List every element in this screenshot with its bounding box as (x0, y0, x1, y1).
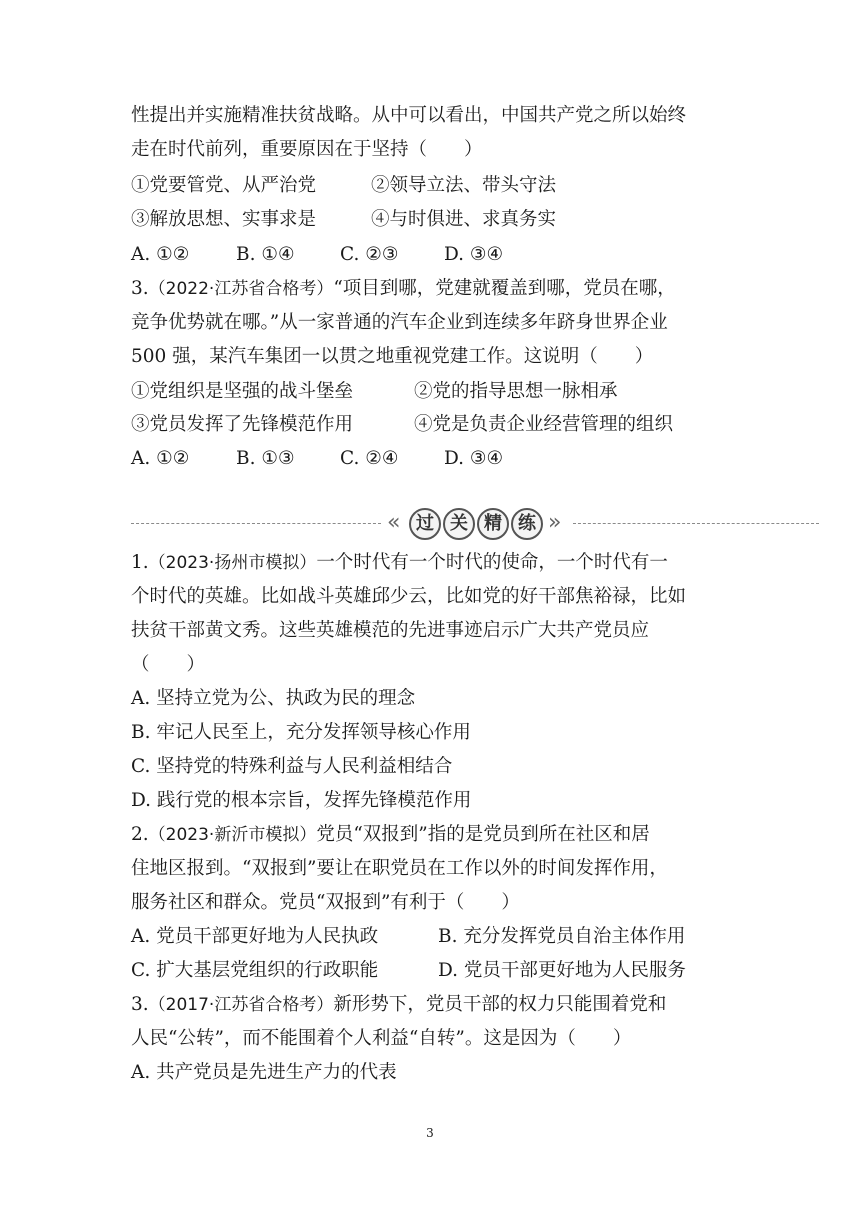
p2-choices-row-2 (131, 959, 686, 983)
p1-choice-c: C. 坚持党的特殊利益与人民利益相结合 (131, 756, 453, 777)
p1-stem-line-2: 个时代的英雄。比如战斗英雄邱少云，比如党的好干部焦裕禄，比如 (131, 586, 687, 607)
p3-stem-line-2: 人民“公转”，而不能围着个人利益“自转”。这是因为（ ） (131, 1028, 632, 1049)
p2-choices-row-1 (131, 925, 685, 949)
p1-choice-b: B. 牢记人民至上，充分发挥领导核心作用 (131, 722, 471, 743)
p1-choice-d: D. 践行党的根本宗旨，发挥先锋模范作用 (131, 790, 472, 811)
p3-number: 3. (131, 994, 149, 1015)
q2-stem-line-2: 走在时代前列，重要原因在于坚持（ ） (131, 139, 483, 160)
p1-stem-line-3: 扶贫干部黄文秀。这些英雄模范的先进事迹启示广大共产党员应 (131, 620, 650, 641)
p3-choice-a: A. 共产党员是先进生产力的代表 (131, 1062, 397, 1083)
q3-stem-line-1 (131, 277, 676, 301)
p1-stem-line-4: （ ） (131, 654, 206, 675)
section-banner (131, 506, 819, 542)
q2-option-3: ③解放思想、实事求是 (131, 209, 317, 230)
q3-choice-a: A. ①② (131, 448, 190, 469)
p1-text-1: 一个时代有一个时代的使命，一个时代有一 (316, 552, 668, 573)
q3-text-1: “项目到哪，党建就覆盖到哪，党员在哪， (333, 278, 676, 299)
p2-text-1: 党员“双报到”指的是党员到所在社区和居 (316, 824, 650, 845)
q2-option-2: ②领导立法、带头守法 (371, 175, 557, 196)
p2-choice-d: D. 党员干部更好地为人民服务 (438, 960, 686, 981)
p2-number: 2. (131, 824, 149, 845)
page-number: 3 (426, 1126, 434, 1140)
p1-choice-a: A. 坚持立党为公、执政为民的理念 (131, 688, 416, 709)
q2-options-row-2 (131, 208, 556, 232)
p1-stem-line-1 (131, 551, 668, 575)
q2-choice-d: D. ③④ (444, 244, 504, 265)
banner-char-4: 练 (511, 508, 543, 540)
p2-choice-a: A. 党员干部更好地为人民执政 (131, 926, 379, 947)
q2-choice-c: C. ②③ (340, 244, 399, 265)
q2-option-4: ④与时俱进、求真务实 (371, 209, 557, 230)
q3-option-4: ④党是负责企业经营管理的组织 (414, 414, 674, 435)
p2-source: （2023·新沂市模拟） (148, 825, 317, 845)
q2-option-1: ①党要管党、从严治党 (131, 175, 317, 196)
p2-stem-line-2: 住地区报到。“双报到”要让在职党员在工作以外的时间发挥作用， (131, 858, 668, 879)
q2-stem-line-1: 性提出并实施精准扶贫战略。从中可以看出，中国共产党之所以始终 (131, 105, 687, 126)
p1-source: （2023·扬州市模拟） (148, 553, 317, 573)
q2-choice-b: B. ①④ (236, 244, 295, 265)
q3-option-1: ①党组织是坚强的战斗堡垒 (131, 381, 354, 402)
q3-choice-b: B. ①③ (236, 448, 295, 469)
q2-answer-choices (131, 243, 503, 267)
p2-choice-c: C. 扩大基层党组织的行政职能 (131, 960, 379, 981)
q3-number: 3. (131, 278, 149, 299)
q3-options-row-2 (131, 413, 673, 437)
q3-option-3: ③党员发挥了先锋模范作用 (131, 414, 354, 435)
p2-choice-b: B. 充分发挥党员自治主体作用 (438, 926, 686, 947)
banner-char-2: 关 (443, 508, 475, 540)
double-chevron-left-icon: « (387, 510, 395, 535)
p3-text-1: 新形势下，党员干部的权力只能围着党和 (333, 994, 667, 1015)
p2-stem-line-1 (131, 823, 650, 847)
banner-char-1: 过 (409, 508, 441, 540)
double-chevron-right-icon: » (548, 510, 556, 535)
q2-options-row-1 (131, 174, 556, 198)
q3-source: （2022·江苏省合格考） (148, 279, 334, 299)
q3-option-2: ②党的指导思想一脉相承 (414, 381, 618, 402)
q3-answer-choices (131, 447, 503, 471)
q2-choice-a: A. ①② (131, 244, 190, 265)
q3-stem-line-3: 500 强，某汽车集团一以贯之地重视党建工作。这说明（ ） (131, 346, 654, 367)
banner-char-3: 精 (477, 508, 509, 540)
banner-dashed-rule-left (131, 523, 381, 524)
q3-choice-c: C. ②④ (340, 448, 399, 469)
q3-choice-d: D. ③④ (444, 448, 504, 469)
p3-source: （2017·江苏省合格考） (148, 995, 334, 1015)
p2-stem-line-3: 服务社区和群众。党员“双报到”有利于（ ） (131, 892, 520, 913)
q3-stem-line-2: 竞争优势就在哪。”从一家普通的汽车企业到连续多年跻身世界企业 (131, 312, 668, 333)
p1-number: 1. (131, 552, 149, 573)
q3-options-row-1 (131, 380, 618, 404)
p3-stem-line-1 (131, 993, 666, 1017)
banner-dashed-rule-right (573, 523, 819, 524)
